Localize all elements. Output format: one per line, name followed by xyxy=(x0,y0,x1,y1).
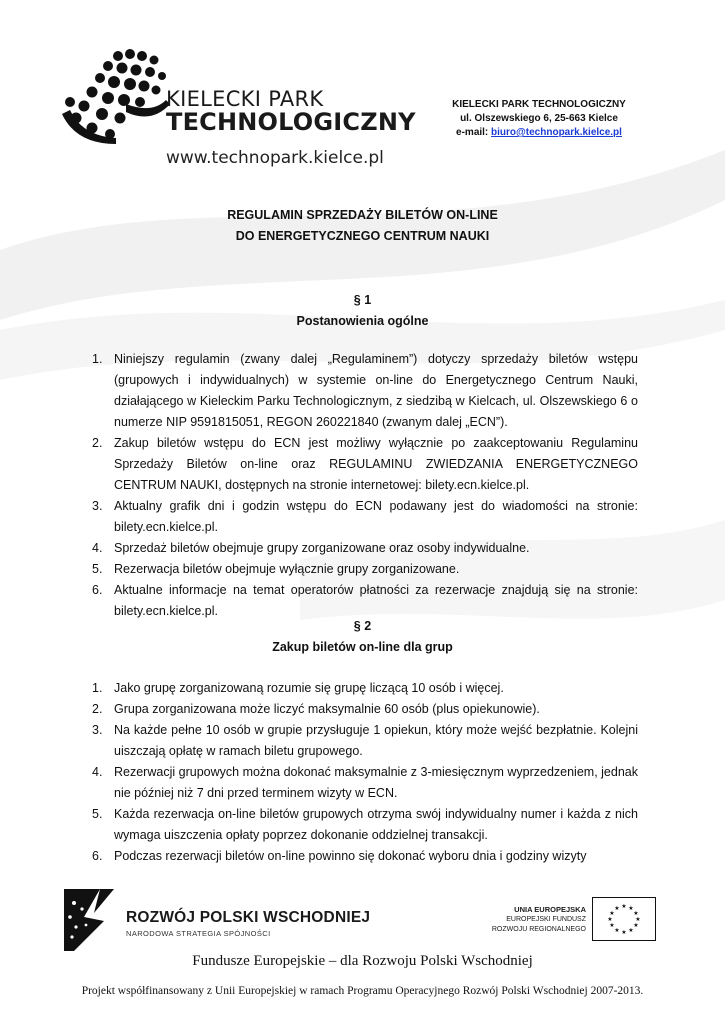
svg-text:★: ★ xyxy=(621,903,627,910)
section2-number: § 2 xyxy=(353,619,372,633)
svg-text:★: ★ xyxy=(621,929,627,936)
email-line xyxy=(430,126,648,140)
rpw-emblem-icon xyxy=(60,887,118,953)
list-item: 2. Zakup biletów wstępu do ECN jest możliwy wyłącznie po zaakceptowaniu Regulaminu Sprzedaży Biletów on-line oraz REGULAMINU ZWIEDZANIA ENERGETYCZNEGO CENTRUM NAUKI, dostępnych na stronie internetowej: bilety.ecn.kielce.pl. xyxy=(92,436,638,492)
svg-text:★: ★ xyxy=(614,927,620,934)
svg-text:★: ★ xyxy=(609,922,615,929)
list-item: 4. Rezerwacji grupowych można dokonać maksymalnie z 3-miesięcznym wyprzedzeniem, jednak nie później niż 7 dni przed terminem wizyty w ECN. xyxy=(92,765,638,800)
section2-list xyxy=(92,678,638,867)
list-item: 6. Podczas rezerwacji biletów on-line powinno się dokonać wyboru dnia i godziny wizyty xyxy=(92,849,587,863)
org-name: KIELECKI PARK TECHNOLOGICZNY xyxy=(452,99,626,110)
section1-number: § 1 xyxy=(353,293,372,307)
logo-line1: KIELECKI PARK xyxy=(166,87,324,111)
email-label: e-mail: xyxy=(456,127,489,138)
svg-text:★: ★ xyxy=(635,916,641,923)
list-item: 6. Aktualne informacje na temat operatorów płatności za rezerwacje znajdują się na stronie: bilety.ecn.kielce.pl. xyxy=(92,583,638,618)
svg-text:★: ★ xyxy=(633,922,639,929)
email-link[interactable]: biuro@technopark.kielce.pl xyxy=(491,127,622,138)
list-item: 5. Każda rezerwacja on-line biletów grupowych otrzyma swój indywidualny numer i każda z nich wymaga uiszczenia opłaty poprzez dokonanie oddzielnej transakcji. xyxy=(92,807,638,842)
svg-text:★: ★ xyxy=(628,905,634,912)
rpw-logo-text xyxy=(126,909,370,938)
title-line1: REGULAMIN SPRZEDAŻY BILETÓW ON-LINE xyxy=(227,208,498,222)
website-url: www.technopark.kielce.pl xyxy=(166,148,384,168)
svg-text:★: ★ xyxy=(614,905,620,912)
section2-heading: Zakup biletów on-line dla grup xyxy=(272,640,453,654)
eu-line1: UNIA EUROPEJSKA xyxy=(514,905,586,914)
eu-text xyxy=(470,905,586,935)
section2-header xyxy=(0,616,725,658)
list-item: 2. Grupa zorganizowana może liczyć maksymalnie 60 osób (plus opiekunowie). xyxy=(92,702,540,716)
logo-line2: TECHNOLOGICZNY xyxy=(166,108,416,137)
list-item: 3. Aktualny grafik dni i godzin wstępu do ECN podawany jest do wiadomości na stronie: bilety.ecn.kielce.pl. xyxy=(92,499,638,534)
eu-line3: ROZWOJU REGIONALNEGO xyxy=(491,926,586,933)
list-item: 5. Rezerwacja biletów obejmuje wyłącznie grupy zorganizowane. xyxy=(92,562,460,576)
svg-text:★: ★ xyxy=(607,916,613,923)
rpw-subtitle: NARODOWA STRATEGIA SPÓJNOŚCI xyxy=(126,929,271,938)
list-item: 1. Niniejszy regulamin (zwany dalej „Regulaminem”) dotyczy sprzedaży biletów wstępu (grupowych i indywidualnych) w systemie on-line do Energetycznego Centrum Nauki, działającego w Kieleckim Parku Technologicznym, z siedzibą w Kielcach, ul. Olszewskiego 6 o numerze NIP 9591815051, REGON 260221840 (zwanym dalej „ECN”). xyxy=(92,352,638,429)
section1-list xyxy=(92,349,638,622)
project-note: Projekt współfinansowany z Unii Europejskiej w ramach Programu Operacyjnego Rozwój Polski Wschodniej 2007-2013. xyxy=(81,985,644,997)
eu-flag-icon xyxy=(592,897,656,941)
svg-text:★: ★ xyxy=(628,927,634,934)
eu-line2: EUROPEJSKI FUNDUSZ xyxy=(506,916,586,923)
list-item: 3. Na każde pełne 10 osób w grupie przysługuje 1 opiekun, który może wejść bezpłatnie. Kolejni uiszczają opłatę w ramach biletu grupowego. xyxy=(92,723,638,758)
section1-heading: Postanowienia ogólne xyxy=(296,314,429,328)
document-title xyxy=(0,205,725,247)
list-item: 4. Sprzedaż biletów obejmuje grupy zorganizowane oraz osoby indywidualne. xyxy=(92,541,530,555)
svg-text:★: ★ xyxy=(633,910,639,917)
list-item: 1. Jako grupę zorganizowaną rozumie się grupę liczącą 10 osób i więcej. xyxy=(92,681,504,695)
logo-wordmark xyxy=(166,88,416,135)
svg-text:★: ★ xyxy=(609,910,615,917)
section1-header xyxy=(0,290,725,332)
rpw-title: ROZWÓJ POLSKI WSCHODNIEJ xyxy=(126,909,371,926)
org-address: ul. Olszewskiego 6, 25-663 Kielce xyxy=(460,113,618,124)
funds-motto: Fundusze Europejskie – dla Rozwoju Polski Wschodniej xyxy=(192,953,533,969)
kpt-logo-icon xyxy=(56,44,176,154)
contact-block xyxy=(430,98,648,140)
title-line2: DO ENERGETYCZNEGO CENTRUM NAUKI xyxy=(235,229,490,243)
